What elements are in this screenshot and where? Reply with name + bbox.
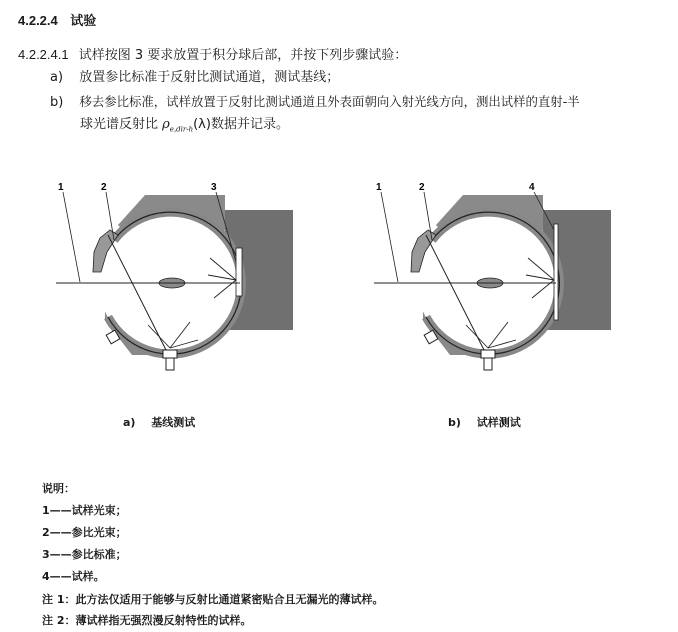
step-b-line2-pre: 球光谱反射比 <box>80 117 163 132</box>
figure-a-caption <box>123 416 195 430</box>
sample <box>554 224 558 320</box>
figure-a-diagram <box>50 180 300 380</box>
callout-2: 2 <box>419 182 425 193</box>
legend-item-text: 试样光束； <box>71 504 127 517</box>
step-a-text: 放置参比标准于反射比测试通道，测试基线； <box>79 70 340 85</box>
legend-item-dash: —— <box>49 570 72 583</box>
note-1 <box>42 593 383 607</box>
legend-item-dash: —— <box>49 504 72 517</box>
legend-item <box>42 504 127 518</box>
callout-4: 4 <box>529 182 535 193</box>
rho-letter: ρ <box>162 117 170 132</box>
legend-title: 说明： <box>42 482 75 495</box>
detector-stem <box>166 358 174 370</box>
reference-standard <box>236 248 242 296</box>
step-b-line1: 移去参比标准，试样放置于反射比测试通道且外表面朝向入射光线方向，测出试样的直射-半 <box>79 94 580 109</box>
note-2-label: 注 2： <box>42 614 76 627</box>
note-2-text: 薄试样指无强烈漫反射特性的试样。 <box>75 614 252 627</box>
step-a <box>50 70 339 86</box>
legend-item <box>42 526 127 540</box>
figure-b-caption-text: 试样测试 <box>476 416 521 429</box>
callout-1: 1 <box>376 182 382 193</box>
legend-item <box>42 570 105 584</box>
note-1-label: 注 1： <box>42 593 76 606</box>
rho-symbol <box>162 117 193 132</box>
clause-text: 试样按图 3 要求放置于积分球后部，并按下列步骤试验： <box>78 48 408 63</box>
legend-item-dash: —— <box>49 526 72 539</box>
section-title: 试验 <box>70 14 97 29</box>
detector <box>481 350 495 358</box>
rho-subscript: e,dir-h <box>169 125 194 134</box>
figure-a-caption-label: a) <box>123 416 136 429</box>
callout-2: 2 <box>101 182 107 193</box>
section-heading <box>18 13 96 30</box>
leader-1 <box>381 192 398 282</box>
legend-item-number: 1 <box>42 504 50 517</box>
step-b-line2-post: (λ)数据并记录。 <box>193 117 289 132</box>
legend-item-text: 试样。 <box>71 570 105 583</box>
callout-3: 3 <box>211 182 217 193</box>
figure-b-diagram <box>368 180 618 380</box>
step-b <box>50 94 580 111</box>
note-1-text: 此方法仅适用于能够与反射比通道紧密贴合且无漏光的薄试样。 <box>75 593 384 606</box>
legend-item-dash: —— <box>49 548 72 561</box>
legend-item-text: 参比光束； <box>71 526 127 539</box>
step-b-label: b) <box>50 95 64 110</box>
legend-item <box>42 548 127 562</box>
legend-item-number: 4 <box>42 570 50 583</box>
note-2 <box>42 614 251 628</box>
legend-item-number: 2 <box>42 526 50 539</box>
callout-1: 1 <box>58 182 64 193</box>
clause-number: 4.2.2.4.1 <box>18 47 69 62</box>
detector <box>163 350 177 358</box>
legend-item-number: 3 <box>42 548 50 561</box>
figure-a-caption-text: 基线测试 <box>151 416 196 429</box>
step-b-line2 <box>80 117 289 138</box>
figure-b-caption <box>448 416 521 430</box>
detector-stem <box>484 358 492 370</box>
section-number: 4.2.2.4 <box>18 13 58 28</box>
leader-1 <box>63 192 80 282</box>
figure-b-caption-label: b) <box>448 416 461 429</box>
clause-line <box>18 47 407 64</box>
legend-item-text: 参比标准； <box>71 548 127 561</box>
step-a-label: a) <box>50 70 64 85</box>
